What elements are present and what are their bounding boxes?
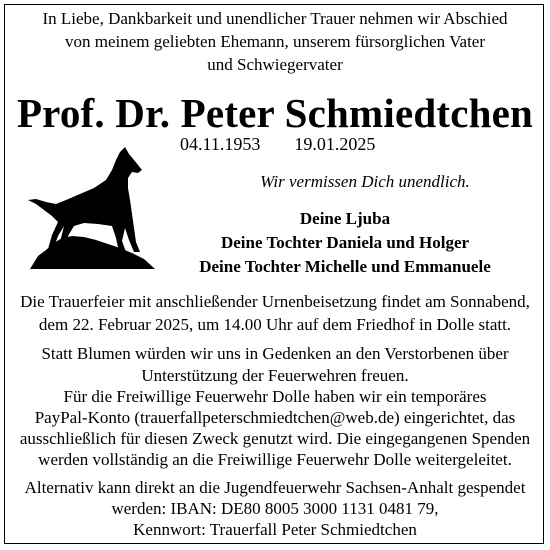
howling-wolf-icon	[22, 146, 167, 271]
donation-line-2: Unterstützung der Feuerwehren freuen.	[141, 366, 409, 385]
funeral-line-1: Die Trauerfeier mit anschließender Urnenbeisetzung findet am Sonnabend,	[20, 292, 530, 311]
funeral-line-2: dem 22. Februar 2025, um 14.00 Uhr auf dem Friedhof in Dolle statt.	[38, 315, 512, 334]
mourner-3: Deine Tochter Michelle und Emmanuele	[199, 257, 491, 276]
mourner-2: Deine Tochter Daniela und Holger	[220, 233, 470, 252]
alternative-line-3: Kennwort: Trauerfall Peter Schmiedtchen	[133, 520, 417, 539]
donation-line-4: PayPal-Konto (trauerfallpeterschmiedtchen@web.de) eingerichtet, das	[34, 408, 516, 427]
death-date: 19.01.2025	[294, 134, 376, 154]
donation-line-6: werden vollständig an die Freiwillige Feuerwehr Dolle weitergeleitet.	[38, 450, 512, 469]
alternative-line-2: werden: IBAN: DE80 8005 3000 1131 0481 79,	[111, 499, 439, 518]
birth-date: 04.11.1953	[180, 134, 261, 154]
life-dates	[180, 133, 375, 155]
intro-line-1: In Liebe, Dankbarkeit und unendlicher Trauer nehmen wir Abschied	[42, 9, 508, 28]
intro-line-2: von meinem geliebten Ehemann, unserem fürsorglichen Vater	[65, 32, 485, 51]
donation-line-5: ausschließlich für diesen Zweck genutzt wird. Die eingegangenen Spenden	[19, 429, 531, 448]
mourner-1: Deine Ljuba	[299, 209, 391, 228]
donation-line-3: Für die Freiwillige Feuerwehr Dolle haben wir ein temporäres	[63, 387, 487, 406]
deceased-name: Prof. Dr. Peter Schmiedtchen	[16, 90, 534, 136]
motto: Wir vermissen Dich unendlich.	[260, 172, 470, 191]
intro-line-3: und Schwiegervater	[207, 55, 343, 74]
donation-line-1: Statt Blumen würden wir uns in Gedenken an den Verstorbenen über	[41, 344, 509, 363]
alternative-line-1: Alternativ kann direkt an die Jugendfeuerwehr Sachsen-Anhalt gespendet	[24, 478, 526, 497]
